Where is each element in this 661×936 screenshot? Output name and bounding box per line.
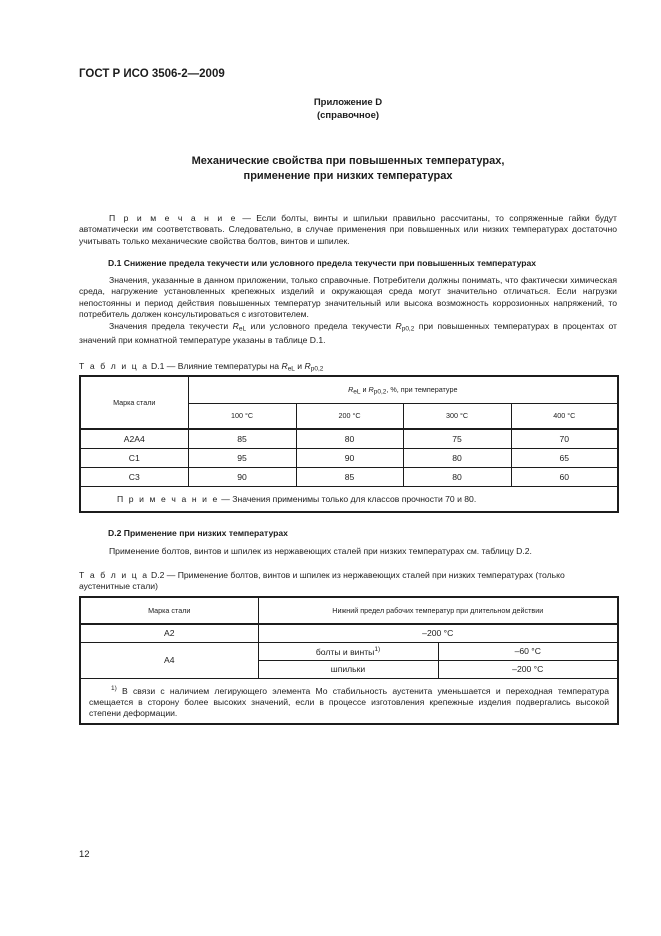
annex-heading [79,154,617,184]
table-d2-cell: –60 °C [438,642,618,660]
table-d2-cell: –200 °C [438,660,618,678]
table-d1-cell: 65 [511,448,618,467]
table-d1 [79,375,619,513]
document-id: ГОСТ Р ИСО 3506-2—2009 [79,68,225,80]
table-d2-grade: A4 [80,642,258,678]
table-d1-cell: 90 [296,448,403,467]
heading-line-2: применение при низких температурах [243,170,453,182]
table-d1-temp: 200 °C [296,403,403,429]
table-d1-temp: 300 °C [403,403,511,429]
table-d2-header-row [80,597,618,624]
table-d1-grade: C1 [80,448,188,467]
note-prefix: П р и м е ч а н и е [109,213,238,223]
table-d1-grade: A2A4 [80,429,188,448]
table-row [80,448,618,467]
table-d2-grade: A2 [80,624,258,642]
table-d2-footnote: $^{1)}$ В связи с наличием легирующего элемента Mo стабильность аустенита уменьшается и переходная температура смещается в сторону более высоких значений, если в процессе изготовления крепежные изделия подвергались высокой степени деформации. [80,678,618,724]
table-d1-cell: 85 [296,467,403,486]
page-number: 12 [79,849,90,860]
table-d1-note-row [80,486,618,512]
table-d1-cell: 80 [403,467,511,486]
table-d1-header-row [80,376,618,403]
table-d2-cell: –200 °C [258,624,618,642]
table-d1-cell: 85 [188,429,296,448]
table-d1-col-grade: Марка стали [80,376,188,429]
table-d1-cell: 80 [403,448,511,467]
section-d1-title: D.1 Снижение предела текучести или условного предела текучести при повышенных температурах [108,258,537,268]
table-d2-footnote-row [80,678,618,724]
annex-label: Приложение D [313,97,383,108]
table-d1-group-header: $R_{eL}$ и $R_{p0,2}$, %, при температуре [188,376,618,403]
table-d1-caption: Т а б л и ц а D.1 — Влияние температуры на $R_{eL}$ и $R_{p0,2}$ [79,361,324,373]
table-d1-temp: 400 °C [511,403,618,429]
table-d1-grade: C3 [80,467,188,486]
table-row [80,429,618,448]
section-d2-para: Применение болтов, винтов и шпилек из нержавеющих сталей при низких температурах см. таблицу D.2. [109,546,532,556]
table-d1-temp: 100 °C [188,403,296,429]
table-d2-sublabel: болты и винты$^{1)}$ [258,642,438,660]
table-row [80,624,618,642]
annex-subtitle: (справочное) [316,110,380,121]
table-d2-col-limit: Нижний предел рабочих температур при длительном действии [258,597,618,624]
annex-title [79,96,617,122]
table-d1-cell: 80 [296,429,403,448]
table-d2-caption: Т а б л и ц а D.2 — Применение болтов, винтов и шпилек из нержавеющих сталей при низких температурах (только аустенитные стали) [79,570,565,592]
note-general [79,213,617,247]
table-d1-cell: 95 [188,448,296,467]
section-d2-title: D.2 Применение при низких температурах [108,528,288,538]
section-d1-para-1: Значения, указанные в данном приложении, только справочные. Потребители должны понимать, что фактически химическая среда, нагружение установленных крепежных изделий и окружающая среда могут значительно отличаться. Если нагрузки непостоянны и период действия повышенных температур значительный или высока возможность коррозионных напряжений, то потребитель должен консультироваться с изготовителем. [79,275,617,319]
table-d2-col-grade: Марка стали [80,597,258,624]
table-d1-cell: 90 [188,467,296,486]
table-row [80,467,618,486]
heading-line-1: Механические свойства при повышенных температурах, [191,155,505,167]
table-d1-cell: 70 [511,429,618,448]
section-d1-para-2: Значения предела текучести $R_{eL}$ или условного предела текучести $R_{p0,2}$ при повышенных температурах в процентах от значений при комнатной температуре указаны в таблице D.1. [79,321,617,345]
note-text: — Если болты, винты и шпильки правильно рассчитаны, то сопряженные гайки будут автоматически им соответствовать. Следовательно, в случае применения при повышенных или низких температурах достаточно учитывать только механические свойства болтов, винтов и шпилек. [79,213,617,246]
table-d1-cell: 60 [511,467,618,486]
table-d1-cell: 75 [403,429,511,448]
table-d2-sublabel: шпильки [258,660,438,678]
table-d2 [79,596,619,725]
table-d1-note: П р и м е ч а н и е — Значения применимы только для классов прочности 70 и 80. [80,486,618,512]
table-row [80,642,618,660]
